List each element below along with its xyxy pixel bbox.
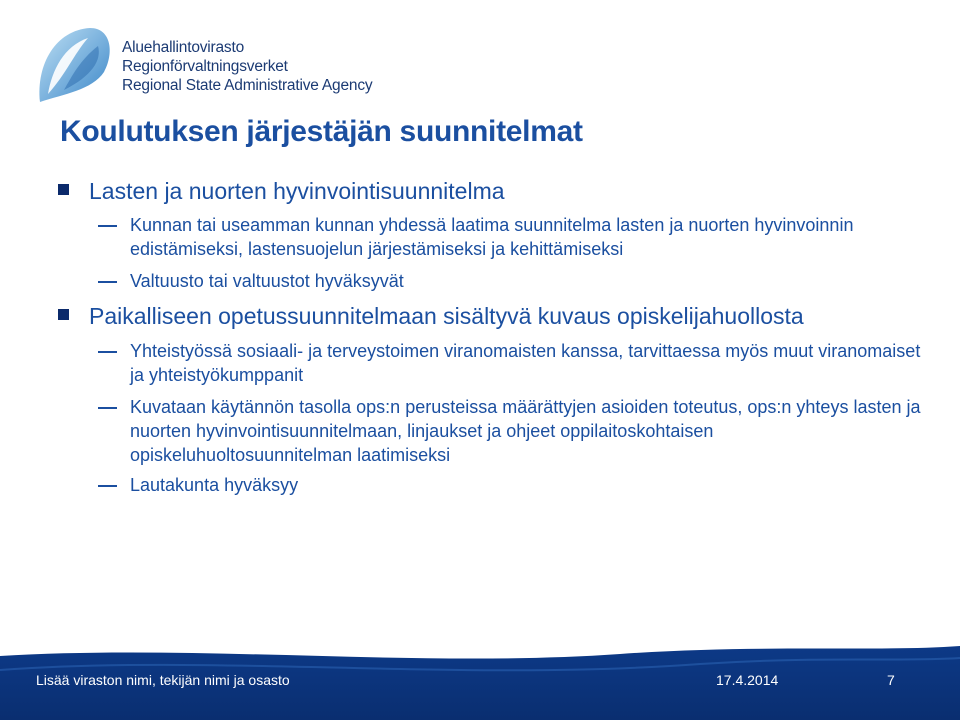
footer-wave-line bbox=[0, 658, 960, 670]
dash-bullet-icon bbox=[98, 407, 117, 409]
bullet-level-2 bbox=[56, 395, 936, 467]
footer-page-number: 7 bbox=[887, 672, 895, 688]
bullet-level-2 bbox=[56, 339, 936, 387]
bullet-level-2 bbox=[56, 473, 936, 497]
footer-author-text: Lisää viraston nimi, tekijän nimi ja osasto bbox=[36, 672, 290, 688]
dash-bullet-icon bbox=[98, 281, 117, 283]
bullet-text: Kuvataan käytännön tasolla ops:n perusteissa määrättyjen asioiden toteutus, ops:n yhteys lasten ja nuorten hyvinvointisuunnitelmaan, linjaukset ja ohjeet oppilaitoskohtaisen opiskeluhuoltosuunnitelman laatimiseksi bbox=[130, 397, 921, 465]
square-bullet-icon bbox=[58, 184, 69, 195]
logo-svg bbox=[34, 24, 116, 106]
bullet-level-1 bbox=[56, 301, 936, 331]
bullet-level-2 bbox=[56, 269, 936, 293]
footer-date: 17.4.2014 bbox=[716, 672, 779, 688]
bullet-text: Valtuusto tai valtuustot hyväksyvät bbox=[130, 271, 404, 291]
square-bullet-icon bbox=[58, 309, 69, 320]
bullet-level-2 bbox=[56, 213, 936, 261]
footer-top-edge bbox=[0, 642, 960, 659]
dash-bullet-icon bbox=[98, 225, 117, 227]
bullet-level-1 bbox=[56, 176, 936, 206]
org-name-fi: Aluehallintovirasto bbox=[122, 39, 244, 56]
dash-bullet-icon bbox=[98, 485, 117, 487]
agency-logo-icon bbox=[34, 24, 116, 106]
bullet-text: Yhteistyössä sosiaali- ja terveystoimen viranomaisten kanssa, tarvittaessa myös muut viranomaiset ja yhteistyökumppanit bbox=[130, 341, 921, 385]
bullet-text: Lasten ja nuorten hyvinvointisuunnitelma bbox=[89, 178, 505, 204]
bullet-text: Kunnan tai useamman kunnan yhdessä laatima suunnitelma lasten ja nuorten hyvinvoinnin edistämiseksi, lastensuojelun järjestämiseksi ja kehittämiseksi bbox=[130, 215, 854, 259]
slide-title: Koulutuksen järjestäjän suunnitelmat bbox=[60, 115, 583, 148]
slide-content bbox=[56, 176, 936, 497]
org-names bbox=[122, 38, 372, 95]
org-name-sv: Regionförvaltningsverket bbox=[122, 58, 288, 75]
org-name-en: Regional State Administrative Agency bbox=[122, 77, 373, 94]
bullet-text: Paikalliseen opetussuunnitelmaan sisältyvä kuvaus opiskelijahuollosta bbox=[89, 303, 804, 329]
dash-bullet-icon bbox=[98, 351, 117, 353]
bullet-text: Lautakunta hyväksyy bbox=[130, 475, 299, 495]
